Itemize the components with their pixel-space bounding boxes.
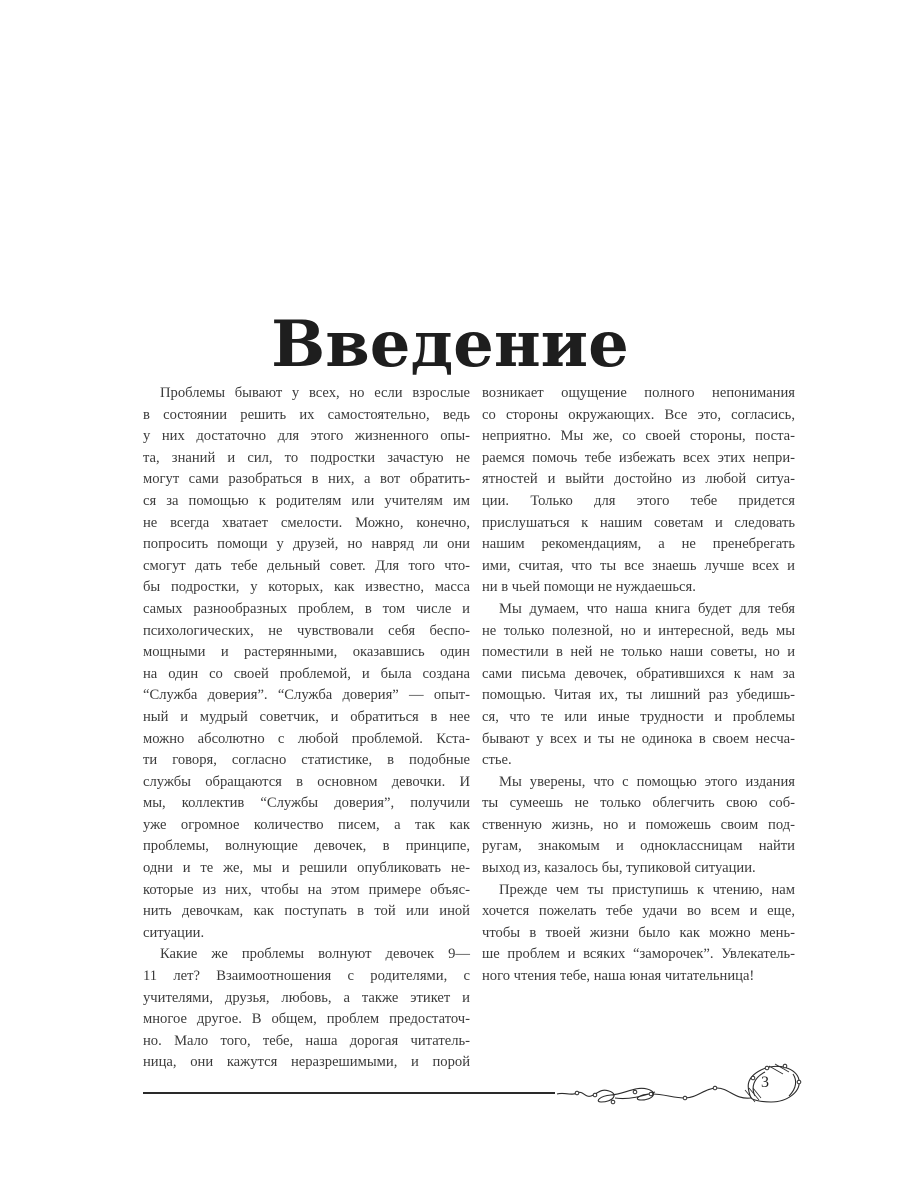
- text-line: “Служба доверия”. “Служба доверия” — опыт-: [143, 687, 470, 704]
- text-line: психологических, не чувствовали себя беспо-: [143, 622, 470, 639]
- text-line: прислушаться к нашим советам и следовать: [482, 514, 795, 531]
- text-line: в состоянии решить их самостоятельно, ведь: [143, 406, 470, 423]
- text-column-left: [143, 383, 470, 1074]
- text-line: стье.: [482, 752, 512, 769]
- text-line: поместили в ней не только наши советы, но и: [482, 644, 795, 661]
- text-line: ятностей и выйти достойно из любой ситуа-: [482, 471, 795, 488]
- text-line: раемся помочь тебе избежать всех этих непри-: [482, 449, 795, 466]
- text-line: не только полезной, но и интересной, ведь мы: [482, 622, 795, 639]
- text-line: уже огромное количество писем, а так как: [143, 816, 470, 833]
- text-line: но. Мало того, тебе, наша дорогая читатель-: [143, 1032, 470, 1049]
- text-line: сами письма девочек, обратившихся к нам за: [482, 665, 795, 682]
- text-line: ница, они кажутся неразрешимыми, и порой: [143, 1054, 470, 1071]
- text-line: выход из, казалось бы, тупиковой ситуации.: [482, 860, 756, 877]
- text-line: Какие же проблемы волнуют девочек 9—: [160, 946, 470, 963]
- text-line: нить девочкам, как поступать в той или иной: [143, 903, 470, 920]
- text-line: ими, считая, что ты все знаешь лучше всех и: [482, 557, 795, 574]
- text-column-right: [482, 383, 795, 988]
- text-line: неприятно. Мы же, со своей стороны, поста-: [482, 428, 795, 445]
- text-line: ни в чьей помощи не нуждаешься.: [482, 579, 696, 596]
- text-line: ный и мудрый советчик, и обратиться в нее: [143, 708, 470, 725]
- footer-flourish-icon: [555, 1058, 805, 1128]
- text-line: ты сумеешь не только облегчить свою соб-: [482, 795, 795, 812]
- text-line: 11 лет? Взаимоотношения с родителями, с: [143, 968, 470, 985]
- text-line: не всегда хватает смелости. Можно, конечно,: [143, 514, 470, 531]
- text-line: Проблемы бывают у всех, но если взрослые: [160, 385, 470, 401]
- text-line: хочется пожелать тебе удачи во всем и еще,: [482, 903, 795, 920]
- text-line: ственную жизнь, но и поможешь своим под-: [482, 816, 795, 833]
- text-line: ся, что те или иные трудности и проблемы: [482, 708, 795, 725]
- text-line: мощными и растерянными, оказавшись один: [143, 644, 470, 661]
- text-line: возникает ощущение полного непонимания: [482, 385, 795, 401]
- text-line: самых разнообразных проблем, в том числе и: [143, 600, 470, 617]
- text-line: ного чтения тебе, наша юная читательница!: [482, 968, 755, 985]
- text-line: чтобы в твоей жизни было как можно мень-: [482, 924, 795, 941]
- text-line: учителями, друзья, любовь, а также этикет и: [143, 989, 470, 1006]
- text-line: можно абсолютно с любой проблемой. Кста-: [143, 730, 470, 747]
- footer-rule: [143, 1092, 555, 1094]
- text-line: смогут дать тебе дельный совет. Для того что-: [143, 557, 470, 574]
- text-line: попросить помощи у друзей, но навряд ли они: [143, 536, 470, 553]
- text-line: со стороны окружающих. Все это, согласись,: [482, 406, 795, 423]
- text-line: Мы думаем, что наша книга будет для тебя: [499, 600, 795, 617]
- text-line: бывают у всех и ты не одинока в своем несча-: [482, 730, 795, 747]
- text-line: на один со своей проблемой, и была создана: [143, 665, 470, 682]
- text-line: одни и те же, мы и решили опубликовать не-: [143, 860, 470, 877]
- text-line: ситуации.: [143, 924, 205, 941]
- text-line: многое другое. В общем, проблем предостаточ-: [143, 1011, 470, 1028]
- text-line: могут сами разобраться в них, а вот обратить-: [143, 471, 470, 488]
- text-line: службы обращаются в основном девочки. И: [143, 773, 470, 790]
- text-line: ти говоря, согласно статистике, в подобные: [143, 752, 470, 769]
- text-line: помощью. Читая их, ты лишний раз убедишь-: [482, 687, 795, 704]
- text-line: бы подростки, у которых, как известно, масса: [143, 579, 470, 596]
- text-line: нашим рекомендациям, а не пренебрегать: [482, 536, 795, 553]
- text-line: ругам, знакомым и одноклассницам найти: [482, 838, 795, 855]
- text-line: Прежде чем ты приступишь к чтению, нам: [499, 881, 795, 898]
- text-line: Мы уверены, что с помощью этого издания: [499, 773, 795, 790]
- text-line: мы, коллектив “Службы доверия”, получили: [143, 795, 470, 812]
- page-number: 3: [761, 1074, 769, 1091]
- text-line: ции. Только для этого тебе придется: [482, 492, 795, 509]
- text-line: у них достаточно для этого жизненного опы-: [143, 428, 470, 445]
- text-line: та, знаний и сил, то подростки зачастую не: [143, 449, 470, 466]
- page-title: Введение: [271, 306, 629, 382]
- text-line: ше проблем и всяких “заморочек”. Увлекатель-: [482, 946, 795, 963]
- text-line: проблемы, волнующие девочек, в принципе,: [143, 838, 470, 855]
- text-line: ся за помощью к родителям или учителям им: [143, 492, 470, 509]
- text-line: которые из них, чтобы на этом примере объяс-: [143, 881, 470, 898]
